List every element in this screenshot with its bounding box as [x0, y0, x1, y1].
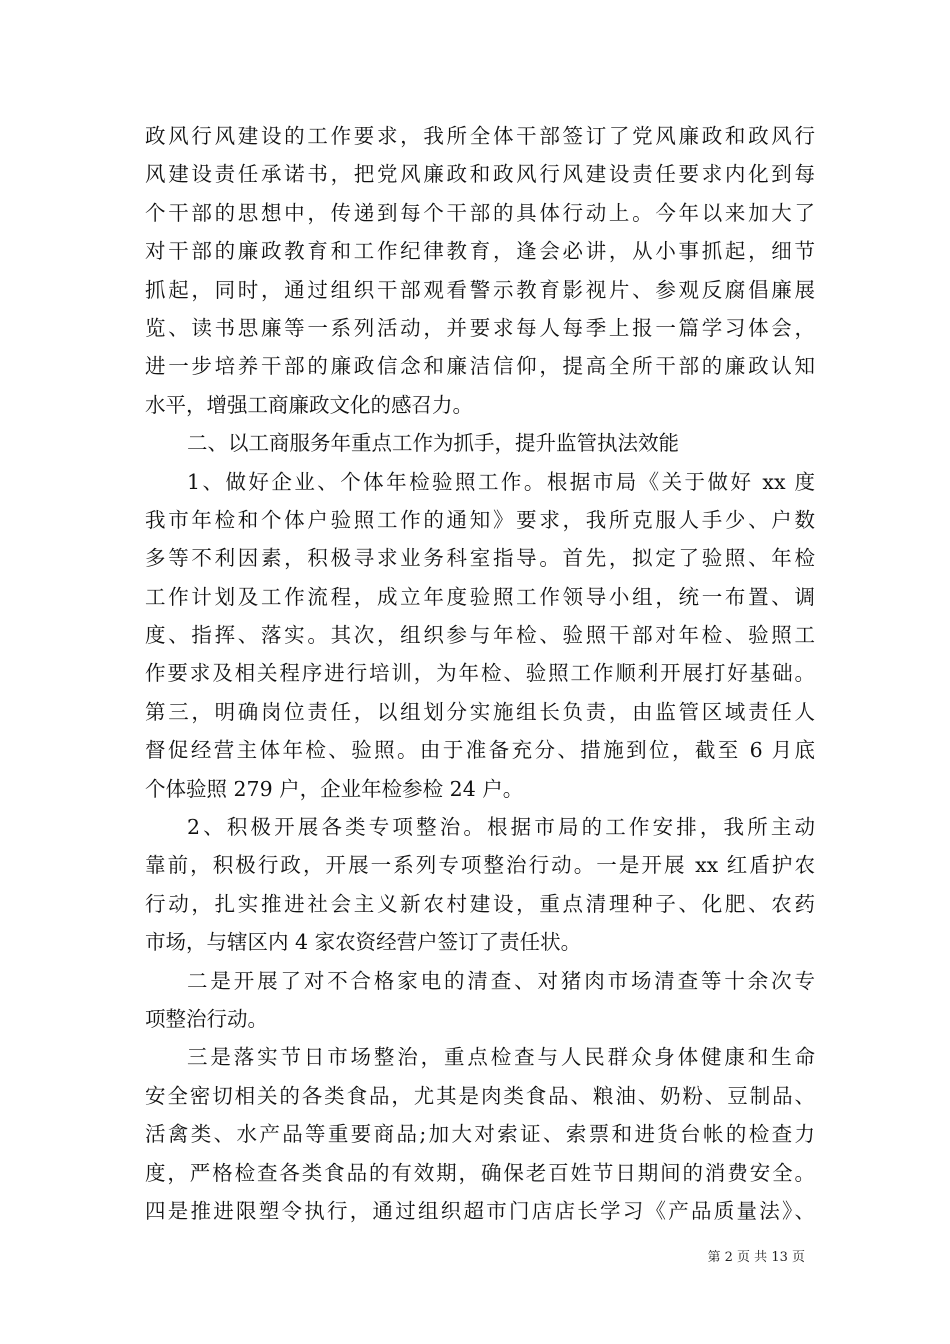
text-line: 作要求及相关程序进行培训，为年检、验照工作顺利开展打好基础。 — [145, 661, 815, 686]
text-line: 四是推进限塑令执行，通过组织超市门店店长学习《产品质量法》、 — [145, 1198, 815, 1223]
text-line: 个干部的思想中，传递到每个干部的具体行动上。今年以来加大了 — [145, 200, 815, 225]
text-line: 2、积极开展各类专项整治。根据市局的工作安排，我所主动 — [187, 815, 815, 840]
text-line: 安全密切相关的各类食品，尤其是肉类食品、粮油、奶粉、豆制品、 — [145, 1083, 815, 1108]
text-line: 政风行风建设的工作要求，我所全体干部签订了党风廉政和政风行 — [145, 124, 815, 148]
text-line: 我市年检和个体户验照工作的通知》要求，我所克服人手少、户数 — [145, 507, 815, 532]
text-line: 二是开展了对不合格家电的清查、对猪肉市场清查等十余次专 — [187, 968, 815, 993]
text-line: 览、读书思廉等一系列活动，并要求每人每季上报一篇学习体会， — [145, 315, 815, 340]
text-line: 靠前，积极行政，开展一系列专项整治行动。一是开展 xx 红盾护农 — [145, 853, 815, 878]
text-line: 三是落实节日市场整治，重点检查与人民群众身体健康和生命 — [187, 1045, 815, 1070]
text-line: 项整治行动。 — [145, 1006, 268, 1031]
text-line: 活禽类、水产品等重要商品;加大对索证、索票和进货台帐的检查力 — [145, 1122, 815, 1147]
text-line: 工作计划及工作流程，成立年度验照工作领导小组，统一布置、调 — [145, 584, 815, 609]
page-number-footer: 第 2 页 共 13 页 — [707, 1250, 805, 1265]
text-line: 进一步培养干部的廉政信念和廉洁信仰，提高全所干部的廉政认知 — [145, 354, 815, 379]
text-line: 市场，与辖区内 4 家农资经营户签订了责任状。 — [145, 930, 582, 955]
document-body — [145, 117, 815, 1230]
text-line: 度、指挥、落实。其次，组织参与年检、验照干部对年检、验照工 — [145, 623, 815, 648]
text-line: 对干部的廉政教育和工作纪律教育，逢会必讲，从小事抓起，细节 — [145, 239, 815, 264]
text-line: 风建设责任承诺书，把党风廉政和政风行风建设责任要求内化到每 — [145, 162, 815, 187]
text-line: 个体验照 279 户，企业年检参检 24 户。 — [145, 776, 524, 801]
text-line: 1、做好企业、个体年检验照工作。根据市局《关于做好 xx 度 — [187, 469, 815, 494]
text-line: 多等不利因素，积极寻求业务科室指导。首先，拟定了验照、年检 — [145, 546, 815, 571]
text-line: 督促经营主体年检、验照。由于准备充分、措施到位，截至 6 月底 — [145, 738, 815, 763]
text-line: 抓起，同时，通过组织干部观看警示教育影视片、参观反腐倡廉展 — [145, 277, 815, 302]
text-line: 第三，明确岗位责任，以组划分实施组长负责，由监管区域责任人 — [145, 699, 815, 724]
section-heading: 二、以工商服务年重点工作为抓手，提升监管执法效能 — [187, 431, 679, 456]
text-line: 行动，扎实推进社会主义新农村建设，重点清理种子、化肥、农药 — [145, 891, 815, 916]
text-line: 度，严格检查各类食品的有效期，确保老百姓节日期间的消费安全。 — [145, 1160, 815, 1185]
text-line: 水平，增强工商廉政文化的感召力。 — [145, 392, 473, 417]
